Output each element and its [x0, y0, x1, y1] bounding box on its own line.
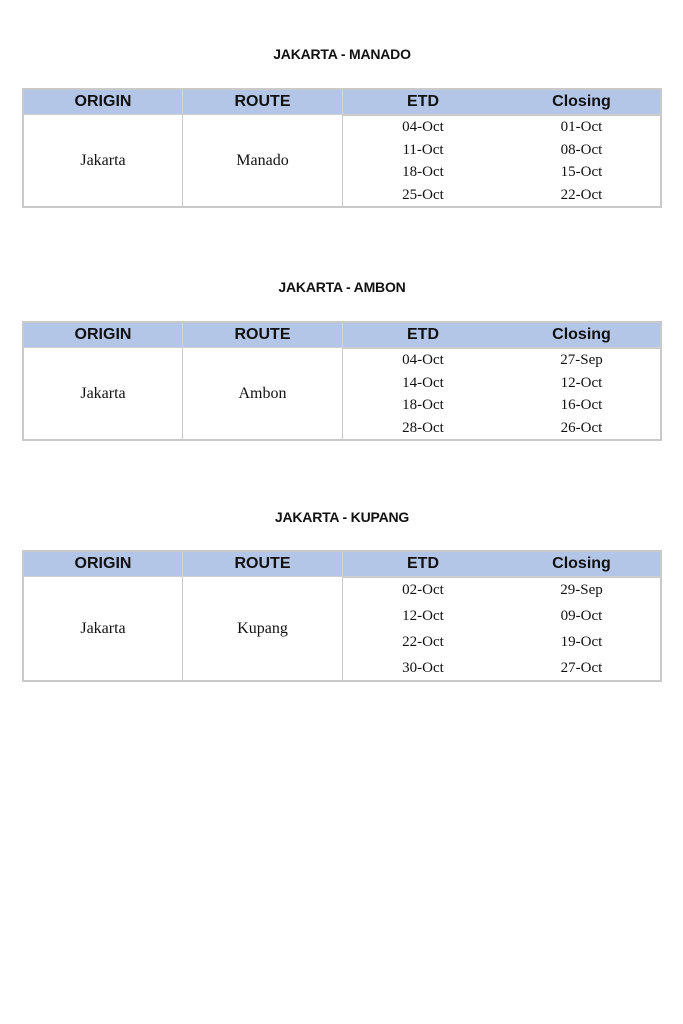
- table-header-row: [24, 90, 660, 115]
- table-row: [343, 139, 660, 162]
- etd-cell: 02-Oct: [402, 582, 444, 599]
- header-origin: ORIGIN: [24, 90, 183, 114]
- closing-cell: 26-Oct: [560, 420, 603, 437]
- schedule-table: [22, 550, 662, 682]
- route-cell: Kupang: [183, 577, 343, 681]
- table-body: [24, 577, 660, 681]
- table-row: [343, 578, 660, 604]
- schedule-section-kupang: [22, 507, 662, 683]
- header-closing: Closing: [552, 555, 611, 572]
- header-etd: ETD: [407, 555, 439, 572]
- header-route: ROUTE: [183, 323, 343, 347]
- etd-cell: 14-Oct: [402, 374, 444, 391]
- schedule-table: [22, 321, 662, 441]
- etd-cell: 04-Oct: [402, 351, 444, 368]
- route-cell: Ambon: [183, 348, 343, 440]
- dates-block: [343, 348, 660, 440]
- etd-cell: 18-Oct: [402, 164, 444, 181]
- etd-cell: 30-Oct: [402, 659, 444, 676]
- etd-cell: 22-Oct: [402, 633, 444, 650]
- etd-cell: 12-Oct: [402, 608, 444, 625]
- dates-block: [343, 577, 660, 681]
- section-title: JAKARTA - KUPANG: [274, 509, 410, 525]
- header-route: ROUTE: [183, 90, 343, 114]
- table-row: [343, 184, 660, 207]
- closing-cell: 12-Oct: [560, 374, 603, 391]
- section-title: JAKARTA - AMBON: [278, 279, 406, 295]
- section-title: JAKARTA - MANADO: [273, 46, 411, 62]
- closing-cell: 01-Oct: [560, 118, 603, 135]
- etd-cell: 04-Oct: [402, 118, 444, 135]
- table-row: [343, 417, 660, 440]
- table-row: [343, 349, 660, 372]
- closing-cell: 09-Oct: [560, 608, 603, 625]
- table-row: [343, 395, 660, 418]
- header-route: ROUTE: [183, 552, 343, 576]
- header-origin: ORIGIN: [24, 552, 183, 576]
- schedule-table: [22, 88, 662, 208]
- table-row: [343, 162, 660, 185]
- header-etd: ETD: [407, 326, 439, 343]
- table-body: [24, 348, 660, 440]
- route-cell: Manado: [183, 115, 343, 207]
- origin-cell: Jakarta: [24, 348, 183, 440]
- etd-cell: 18-Oct: [402, 397, 444, 414]
- table-body: [24, 115, 660, 207]
- header-etd: ETD: [407, 93, 439, 110]
- closing-cell: 15-Oct: [560, 164, 603, 181]
- header-closing: Closing: [552, 326, 611, 343]
- closing-cell: 16-Oct: [560, 397, 603, 414]
- etd-cell: 11-Oct: [402, 141, 444, 158]
- etd-cell: 25-Oct: [402, 187, 444, 204]
- closing-cell: 29-Sep: [560, 582, 603, 599]
- table-row: [343, 630, 660, 656]
- table-row: [343, 604, 660, 630]
- schedule-section-manado: [22, 44, 662, 208]
- origin-cell: Jakarta: [24, 577, 183, 681]
- dates-block: [343, 115, 660, 207]
- table-row: [343, 116, 660, 139]
- closing-cell: 27-Oct: [560, 659, 603, 676]
- table-header-row: [24, 552, 660, 577]
- closing-cell: 19-Oct: [560, 633, 603, 650]
- closing-cell: 22-Oct: [560, 187, 603, 204]
- header-closing: Closing: [552, 93, 611, 110]
- schedule-section-ambon: [22, 277, 662, 441]
- table-header-row: [24, 323, 660, 348]
- table-row: [343, 655, 660, 681]
- origin-cell: Jakarta: [24, 115, 183, 207]
- closing-cell: 27-Sep: [560, 351, 603, 368]
- table-row: [343, 372, 660, 395]
- closing-cell: 08-Oct: [560, 141, 603, 158]
- etd-cell: 28-Oct: [402, 420, 444, 437]
- header-origin: ORIGIN: [24, 323, 183, 347]
